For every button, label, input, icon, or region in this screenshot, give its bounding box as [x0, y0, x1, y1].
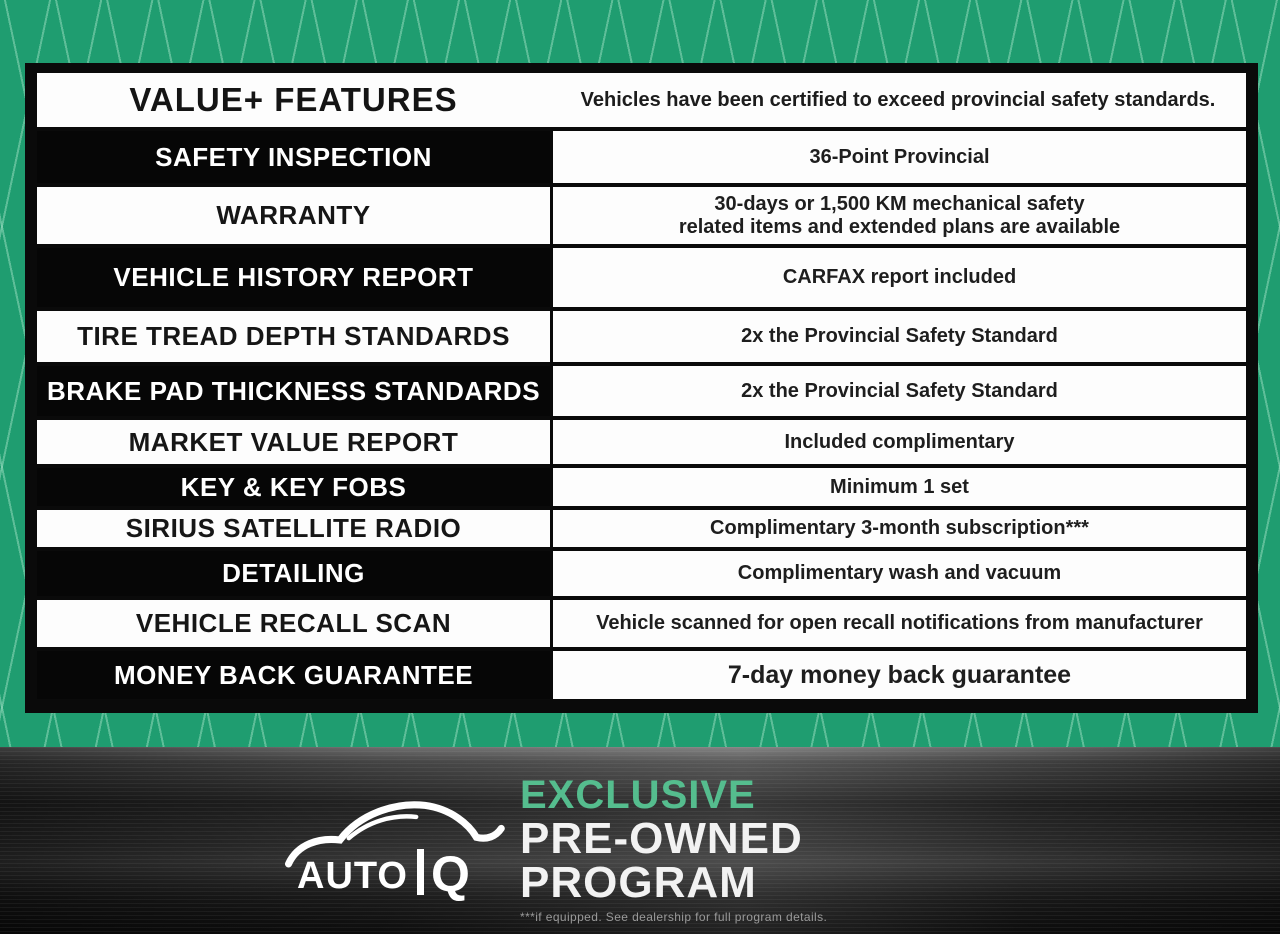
footer-banner — [0, 747, 1280, 934]
table-row-detailing — [37, 551, 1246, 596]
feature-label: MARKET VALUE REPORT — [37, 420, 550, 464]
feature-label: BRAKE PAD THICKNESS STANDARDS — [37, 366, 550, 416]
table-row-brake-pad — [37, 366, 1246, 416]
feature-label: KEY & KEY FOBS — [37, 468, 550, 506]
table-row-vehicle-history-report — [37, 248, 1246, 307]
feature-label: TIRE TREAD DEPTH STANDARDS — [37, 311, 550, 362]
feature-rows — [37, 131, 1246, 699]
feature-value: Complimentary 3-month subscription*** — [553, 510, 1246, 547]
table-row-safety-inspection — [37, 131, 1246, 183]
autoiq-wordmark — [297, 846, 470, 902]
value-features-table — [25, 63, 1258, 713]
feature-label: SIRIUS SATELLITE RADIO — [37, 510, 550, 547]
table-title: VALUE+ FEATURES — [129, 81, 458, 118]
table-header-row — [37, 73, 1246, 127]
feature-value: 2x the Provincial Safety Standard — [553, 366, 1246, 416]
logo-q-text: Q — [430, 846, 470, 902]
table-row-warranty — [37, 187, 1246, 244]
table-row-key-fobs — [37, 468, 1246, 506]
feature-value: Minimum 1 set — [553, 468, 1246, 506]
table-row-market-value-report — [37, 420, 1246, 464]
feature-label: WARRANTY — [37, 187, 550, 244]
headline-pre-owned: PRE-OWNED — [520, 814, 803, 863]
feature-value: 7-day money back guarantee — [553, 651, 1246, 699]
feature-value: 30-days or 1,500 KM mechanical safety related items and extended plans are available — [553, 187, 1246, 244]
table-row-recall-scan — [37, 600, 1246, 647]
feature-label: MONEY BACK GUARANTEE — [37, 651, 550, 699]
feature-value: Complimentary wash and vacuum — [553, 551, 1246, 596]
feature-value: Included complimentary — [553, 420, 1246, 464]
program-headline — [520, 775, 1080, 924]
feature-value: 36-Point Provincial — [553, 131, 1246, 183]
table-row-money-back — [37, 651, 1246, 699]
feature-value: CARFAX report included — [553, 248, 1246, 307]
logo-divider-bar — [417, 849, 424, 895]
feature-value: Vehicle scanned for open recall notifications from manufacturer — [553, 600, 1246, 647]
autoiq-logo — [283, 793, 505, 913]
feature-label: SAFETY INSPECTION — [37, 131, 550, 183]
feature-label: VEHICLE HISTORY REPORT — [37, 248, 550, 307]
table-row-tire-tread — [37, 311, 1246, 362]
feature-value: 2x the Provincial Safety Standard — [553, 311, 1246, 362]
table-row-sirius-radio — [37, 510, 1246, 547]
fine-print: ***if equipped. See dealership for full program details. — [520, 909, 828, 924]
headline-exclusive: EXCLUSIVE — [520, 773, 756, 817]
headline-program: PROGRAM — [520, 858, 757, 908]
feature-label: DETAILING — [37, 551, 550, 596]
table-subtitle: Vehicles have been certified to exceed provincial safety standards. — [580, 88, 1216, 111]
feature-label: VEHICLE RECALL SCAN — [37, 600, 550, 647]
logo-auto-text: AUTO — [297, 855, 408, 897]
